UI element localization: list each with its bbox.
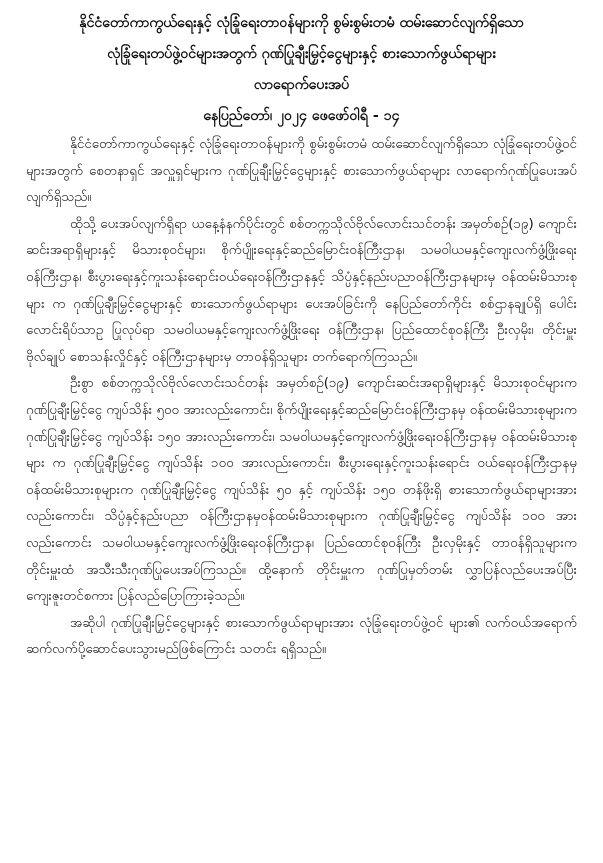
body-paragraph-2: ထိုသို့ ပေးအပ်လျက်ရှိရာ ယနေ့နံနက်ပိုင်းတွင် စစ်တက္ကသိုလ်ဗိုလ်လောင်းသင်တန်း အမှတ်စဉ်(၁၉) ကျောင်းဆင်းအရာရှိများနှင့် မိသားစုဝင်များ၊ စိုက်ပျိုးရေးနှင့်ဆည်မြောင်းဝန်ကြီးဌာန၊ သမဝါယမနှင့်ကျေးလက်ဖွံ့ဖြိုးရေးဝန်ကြီးဌာန၊ စီးပွားရေးနှင့်ကူးသန်းရောင်းဝယ်ရေးဝန်ကြီးဌာနနှင့် သိပ္ပံနှင့်နည်းပညာဝန်ကြီးဌာနများမှ ဝန်ထမ်းမိသားစုများ က ဂုဏ်ပြုချီးမြှင့်ငွေများနှင့် စားသောက်ဖွယ်ရာများ ပေးအပ်ခြင်းကို နေပြည်တော်ကိုင်း စစ်ဌာနချုပ်ရှိ ပေါင်းလောင်းရိပ်သာဥ္ ပြုလုပ်ရာ သမဝါယမနှင့်ကျေးလက်ဖွံ့ဖြိုးရေး ဝန်ကြီးဌာန၊ ပြည်ထောင်စုဝန်ကြီး ဦးလှမိုး၊ တိုင်းမှူး ဗိုလ်ချုပ် စောသန်းလှိုင်နှင့် ဝန်ကြီးဌာနများမှ တာဝန်ရှိသူများ တက်ရောက်ကြသည်။ bbox=[26, 216, 577, 365]
body-paragraph-3: ဦးစွာ စစ်တက္ကသိုလ်ဗိုလ်လောင်းသင်တန်း အမှတ်စဉ်(၁၉) ကျောင်းဆင်းအရာရှိများနှင့် မိသားစုဝင်များက ဂုဏ်ပြုချီးမြှင့်ငွေ ကျပ်သိန်း ၅၀၀ အားလည်းကောင်း၊ စိုက်ပျိုးရေးနှင့်ဆည်မြောင်းဝန်ကြီးဌာနမှ ဝန်ထမ်းမိသားစုများက ဂုဏ်ပြုချီးမြှင့်ငွေ ကျပ်သိန်း ၁၅၀ အားလည်းကောင်း၊ သမဝါယမနှင့်ကျေးလက်ဖွံ့ဖြိုးရေးဝန်ကြီးဌာနမှ ဝန်ထမ်းမိသားစုများ က ဂုဏ်ပြုချီးမြှင့်ငွေ ကျပ်သိန်း ၁၀၀ အားလည်းကောင်း၊ စီးပွားရေးနှင့်ကူးသန်းရောင်း ဝယ်ရေးဝန်ကြီးဌာနမှ ဝန်ထမ်းမိသားစုများက ဂုဏ်ပြုချီးမြှင့်ငွေ ကျပ်သိန်း ၅၀ နှင့် ကျပ်သိန်း ၁၅၀ တန်ဖိုးရှိ စားသောက်ဖွယ်ရာများအားလည်းကောင်း၊ သိပ္ပံနှင့်နည်းပညာ ဝန်ကြီးဌာနမှဝန်ထမ်းမိသားစုများက ဂုဏ်ပြုချီးမြှင့်ငွေ ကျပ်သိန်း ၁၀၀ အားလည်းကောင်း သမဝါယမနှင့်ကျေးလက်ဖွံ့ဖြိုးရေးဝန်ကြီးဌာန၊ ပြည်ထောင်စုဝန်ကြီး ဦးလှမိုးနှင့် တာဝန်ရှိသူများက တိုင်းမှူးထံ အသီးသီးဂုဏ်ပြုပေးအပ်ကြသည်။ ထို့နောက် တိုင်းမှူးက ဂုဏ်ပြုမှတ်တမ်း လွှာပြန်လည်ပေးအပ်ပြီး ကျေးဇူးတင်စကား ပြန်လည်ပြောကြားခဲ့သည်။ bbox=[26, 376, 577, 605]
headline-line-2: လုံခြုံရေးတပ်ဖွဲ့ဝင်များအတွက် ဂုဏ်ပြုချီးမြှင့်ငွေများနှင့် စားသောက်ဖွယ်ရာများ bbox=[107, 46, 496, 62]
article-headline bbox=[26, 8, 577, 101]
headline-line-1: နိုင်ငံတော်ကာကွယ်ရေးနှင့် လုံခြုံရေးတာဝန်များကို စွမ်းစွမ်းတမံ ထမ်းဆောင်လျက်ရှိသော bbox=[79, 15, 524, 31]
headline-line-3: လာရောက်ပေးအပ် bbox=[253, 77, 350, 93]
article-body bbox=[26, 132, 577, 664]
body-paragraph-1: နိုင်ငံတော်ကာကွယ်ရေးနှင့် လုံခြုံရေးတာဝန်များကို စွမ်းစွမ်းတမံ ထမ်းဆောင်လျက်ရှိသော လုံခြုံရေးတပ်ဖွဲ့ဝင်များအတွက် စေတနာရှင် အလှူရှင်များက ဂုဏ်ပြုချီးမြှင့်ငွေများနှင့် စားသောက်ဖွယ်ရာများ လာရောက်ဂုဏ်ပြုပေးအပ်လျက်ရှိသည်။ bbox=[26, 137, 577, 206]
body-paragraph-4: အဆိုပါ ဂုဏ်ပြုချီးမြှင့်ငွေများနှင့် စားသောက်ဖွယ်ရာများအား လုံခြုံရေးတပ်ဖွဲ့ဝင် များ၏ လက်ဝယ်အရောက် ဆက်လက်ပို့ဆောင်ပေးသွားမည်ဖြစ်ကြောင်း သတင်း ရရှိသည်။ bbox=[26, 615, 577, 658]
dateline: နေပြည်တော်၊ ၂၀၂၄ ဖေဖော်ဝါရီ - ၁၄ bbox=[203, 108, 400, 124]
